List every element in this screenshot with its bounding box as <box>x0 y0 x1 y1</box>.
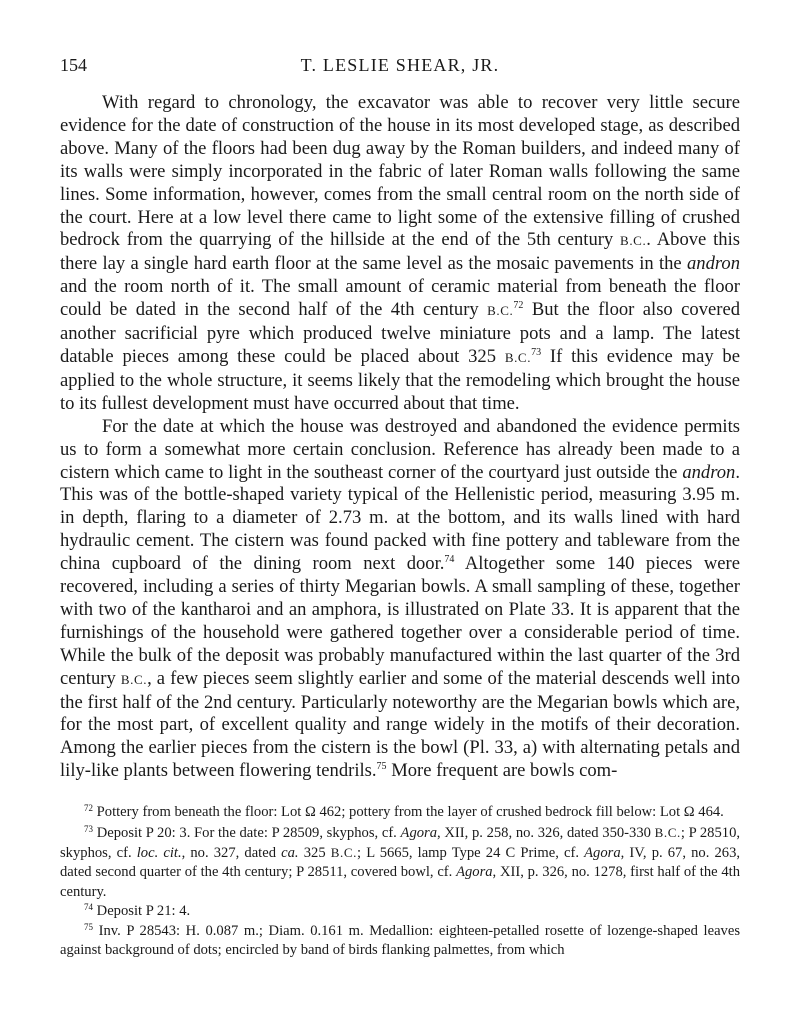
bc-abbreviation: B.C. <box>120 671 148 687</box>
bc-abbreviation: B.C. <box>620 233 647 249</box>
footnote: $^{74}$ Deposit P 21: 4. <box>84 902 191 920</box>
footnote-marker: 72 <box>84 803 93 814</box>
italic-term: andron <box>682 461 736 483</box>
paragraph: For the date at which the house was destroyed and abandoned the evidence permits us to form a somewhat more certain conclusion. Reference has already been made to a cistern which came to light in the southeast corner of the courtyard just outside the andron. This was of the bottle-shaped variety typical of the Hellenistic period, measuring 3.95 m. in depth, flaring to a diameter of 2.73 m. at the bottom, and its walls lined with hard hydraulic cement. The cistern was found packed with fine pottery and tableware from the china cupboard of the dining room next door.$^{74}$ Altogether some 140 pieces were recovered, including a series of thirty Megarian bowls. A small sampling of these, together with two of the kantharoi and an amphora, is illustrated on Plate 33. It is apparent that the furnishings of the household were gathered together over a considerable period of time. While the bulk of the deposit was probably manufactured within the last quarter of the 3rd century B.C., a few pieces seem slightly earlier and some of the material descends well into the first half of the 2nd century. Particularly noteworthy are the Megarian bowls which are, for the most part, of excellent quality and range widely in the motifs of their decoration. Among the earlier pieces from the cistern is the bowl (Pl. 33, a) with alternating petals and lily-like plants between flowering tendrils.$^{75}$ More frequent are bowls com- <box>60 415 741 782</box>
body-text <box>60 92 740 783</box>
footnote-ref[interactable]: 74 <box>444 554 455 566</box>
footnote: $^{73}$ Deposit P 20: 3. For the date: P 28509, skyphos, cf. Agora, XII, p. 258, no. 326, dated 350-330 B.C.; P 28510, skyphos, cf. loc. cit., no. 327, dated ca. 325 B.C.; L 5665, lamp Type 24 C Prime, cf. Agora, IV, p. 67, no. 263, dated second quarter of the 4th century; P 28511, covered bowl, cf. Agora, XII, p. 326, no. 1278, first half of the 4th century. <box>60 823 741 900</box>
bc-abbreviation: B.C. <box>504 349 532 365</box>
footnote-marker: 73 <box>84 823 93 834</box>
footnotes <box>60 803 740 960</box>
footnote-marker: 74 <box>84 902 93 913</box>
bc-abbreviation: B.C. <box>487 303 514 319</box>
footnote-ref[interactable]: 75 <box>376 761 387 773</box>
running-head: T. LESLIE SHEAR, JR. <box>300 55 500 75</box>
footnote-ref[interactable]: 73 <box>531 346 542 358</box>
page-header <box>60 50 740 80</box>
footnote-ref[interactable]: 72 <box>513 300 524 312</box>
footnote: $^{72}$ Pottery from beneath the floor: Lot Ω 462; pottery from the layer of crushed bedrock fill below: Lot Ω 464. <box>84 803 724 821</box>
footnote: $^{75}$ Inv. P 28543: H. 0.087 m.; Diam. 0.161 m. Medallion: eighteen-petalled rosette of lozenge-shaped leaves against background of dots; encircled by band of birds flanking palmettes, from which <box>60 921 740 959</box>
footnote-marker: 75 <box>84 921 93 932</box>
paragraph: With regard to chronology, the excavator was able to recover very little secure evidence for the date of construction of the house in its most developed stage, as described above. Many of the floors had been dug away by the Roman builders, and indeed many of its walls were simply incorporated in the fabric of later Roman walls following the same lines. Some information, however, comes from the small central room on the north side of the court. Here at a low level there came to light some of the extensive filling of crushed bedrock from the quarrying of the hillside at the end of the 5th century B.C.. Above this there lay a single hard earth floor at the same level as the mosaic pavements in the andron and the room north of it. The small amount of ceramic material from beneath the floor could be dated in the second half of the 4th century B.C.$^{72}$ But the floor also covered another sacrificial pyre which produced twelve miniature pots and a lamp. The latest datable pieces among these could be placed about 325 B.C.$^{73}$ If this evidence may be applied to the whole structure, it seems likely that the remodeling which brought the house to its fullest development must have occurred about that time. <box>60 92 740 414</box>
page <box>60 50 740 960</box>
italic-term: andron <box>686 253 740 275</box>
page-number: 154 <box>60 55 87 75</box>
